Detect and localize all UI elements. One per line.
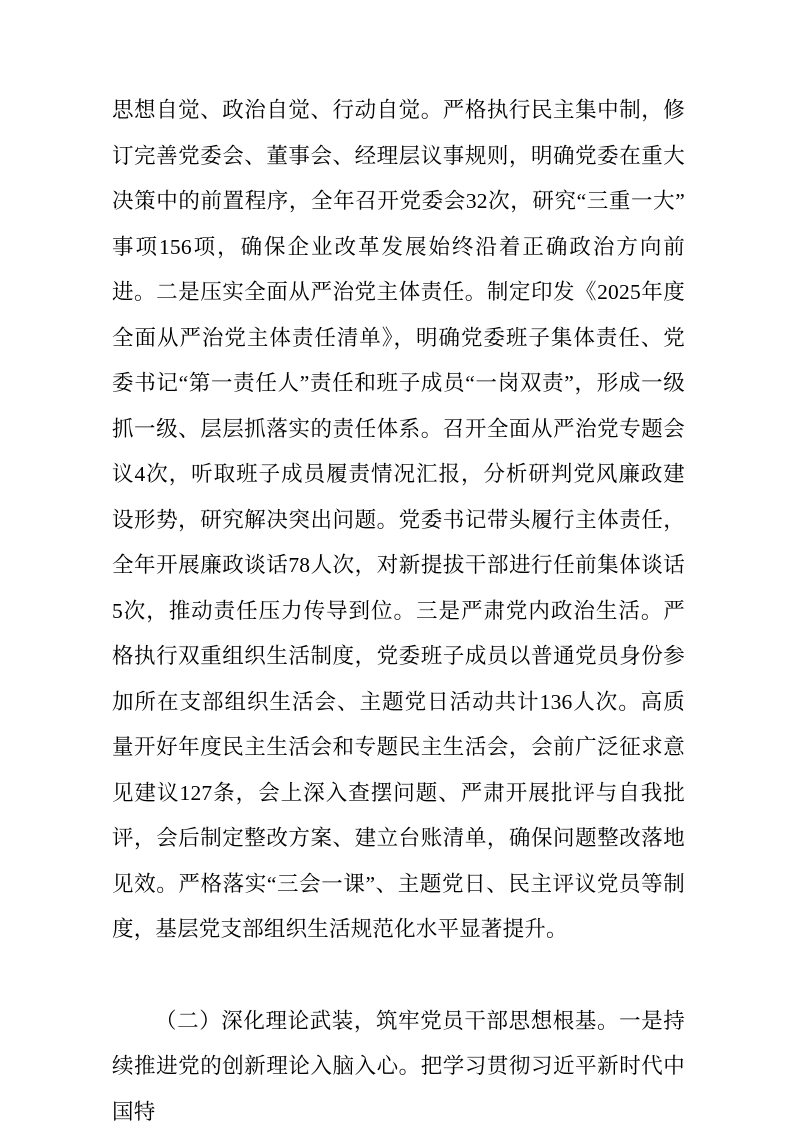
paragraph-section-two: （二）深化理论武装，筑牢党员干部思想根基。一是持续推进党的创新理论入脑入心。把学习贯彻习近平新时代中国特 xyxy=(112,999,685,1135)
paragraph-continued: 思想自觉、政治自觉、行动自觉。严格执行民主集中制，修订完善党委会、董事会、经理层议事规则，明确党委在重大决策中的前置程序，全年召开党委会32次，研究“三重一大”事项156项，确保企业改革发展始终沿着正确政治方向前进。二是压实全面从严治党主体责任。制定印发《2025年度全面从严治党主体责任清单》，明确党委班子集体责任、党委书记“第一责任人”责任和班子成员“一岗双责”，形成一级抓一级、层层抓落实的责任体系。召开全面从严治党专题会议4次，听取班子成员履责情况汇报，分析研判党风廉政建设形势，研究解决突出问题。党委书记带头履行主体责任，全年开展廉政谈话78人次，对新提拔干部进行任前集体谈话5次，推动责任压力传导到位。三是严肃党内政治生活。严格执行双重组织生活制度，党委班子成员以普通党员身份参加所在支部组织生活会、主题党日活动共计136人次。高质量开好年度民主生活会和专题民主生活会，会前广泛征求意见建议127条，会上深入查摆问题、严肃开展批评与自我批评，会后制定整改方案、建立台账清单，确保问题整改落地见效。严格落实“三会一课”、主题党日、民主评议党员等制度，基层党支部组织生活规范化水平显著提升。 xyxy=(112,88,685,953)
document-body xyxy=(112,88,685,1135)
